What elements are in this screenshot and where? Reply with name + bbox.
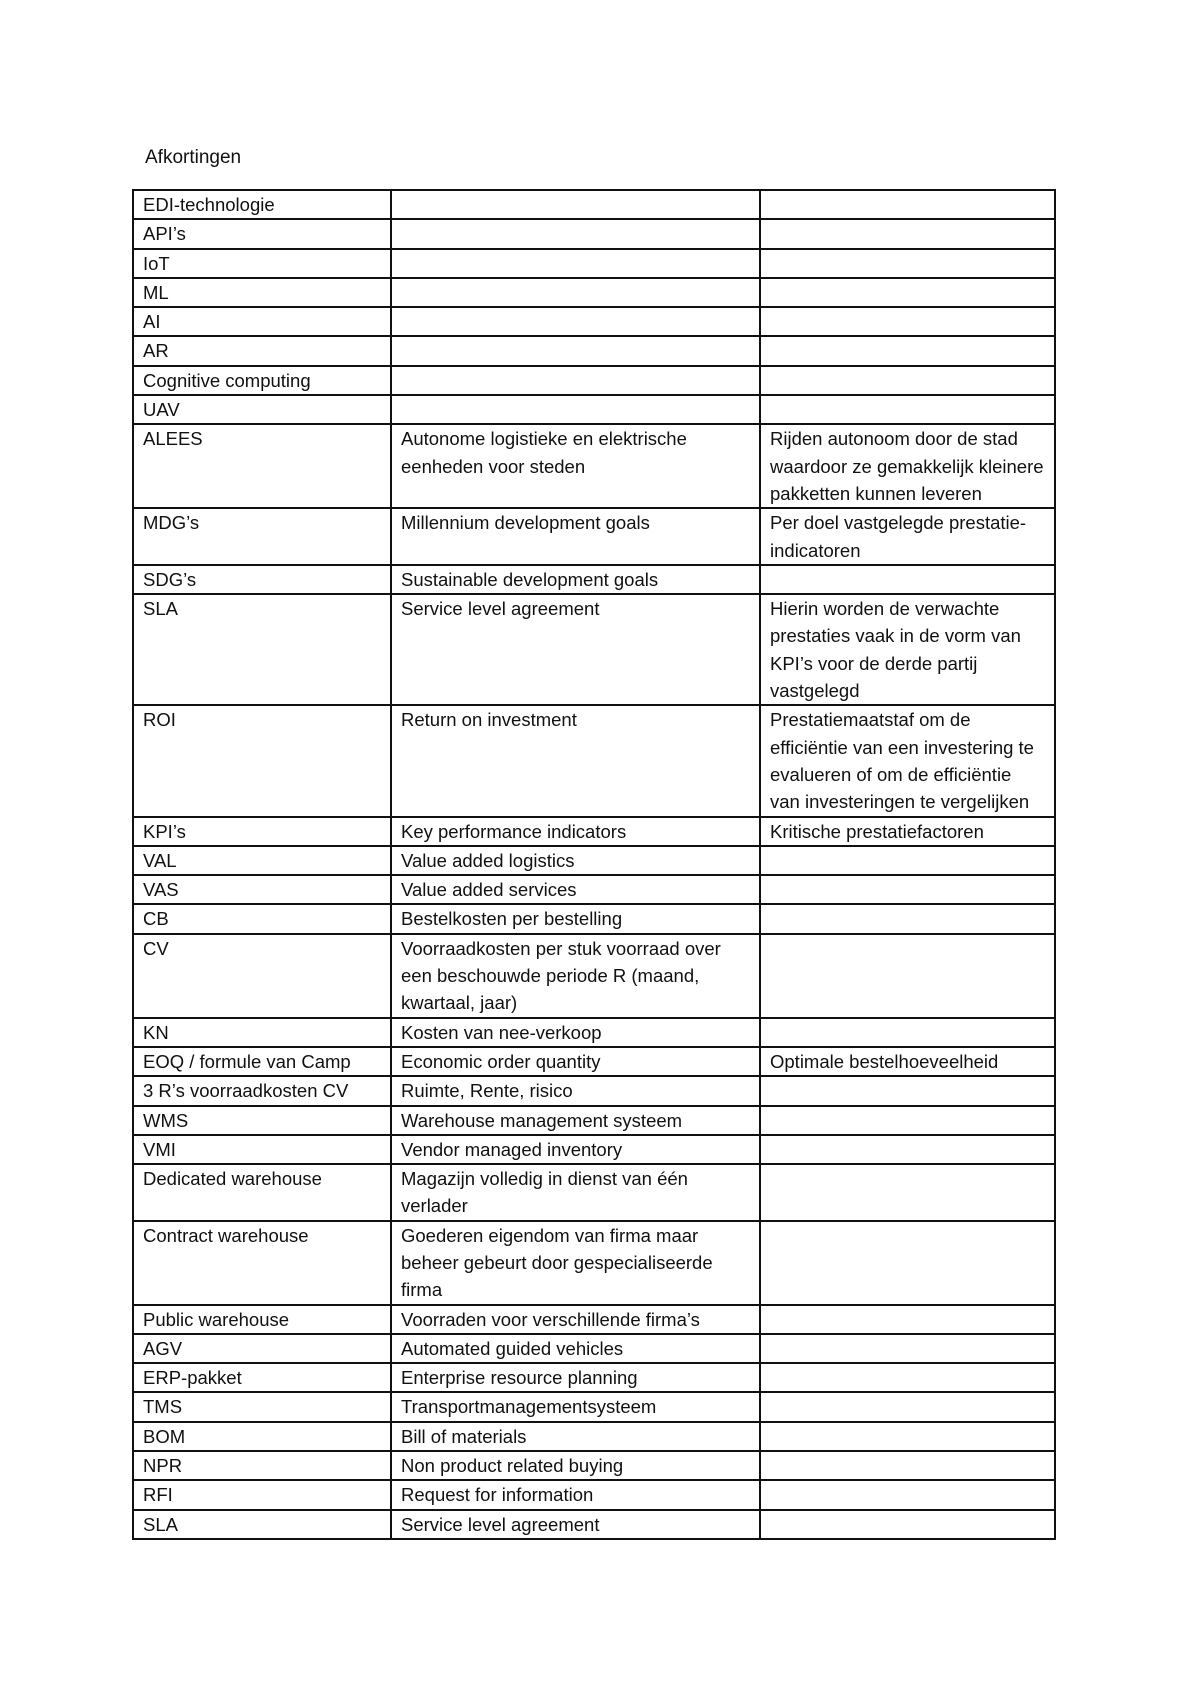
abbreviation-cell: TMS	[133, 1392, 391, 1421]
meaning-cell: Bestelkosten per bestelling	[391, 904, 760, 933]
meaning-cell	[391, 219, 760, 248]
meaning-cell: Service level agreement	[391, 594, 760, 705]
description-cell	[760, 1334, 1055, 1363]
description-cell	[760, 1480, 1055, 1509]
table-row	[133, 336, 1055, 365]
description-cell	[760, 1135, 1055, 1164]
page-title: Afkortingen	[145, 147, 242, 168]
description-cell	[760, 395, 1055, 424]
description-cell	[760, 219, 1055, 248]
description-cell: Kritische prestatiefactoren	[760, 817, 1055, 846]
table-row	[133, 594, 1055, 705]
meaning-cell: Magazijn volledig in dienst van één verlader	[391, 1164, 760, 1221]
meaning-cell: Key performance indicators	[391, 817, 760, 846]
meaning-cell: Enterprise resource planning	[391, 1363, 760, 1392]
table-row	[133, 817, 1055, 846]
meaning-cell: Bill of materials	[391, 1422, 760, 1451]
abbreviation-cell: 3 R’s voorraadkosten CV	[133, 1076, 391, 1105]
description-cell	[760, 875, 1055, 904]
description-cell	[760, 565, 1055, 594]
table-row	[133, 705, 1055, 816]
meaning-cell	[391, 190, 760, 219]
table-row	[133, 1047, 1055, 1076]
table-row	[133, 1392, 1055, 1421]
description-cell	[760, 1363, 1055, 1392]
description-cell	[760, 904, 1055, 933]
description-cell	[760, 1076, 1055, 1105]
abbreviation-cell: AI	[133, 307, 391, 336]
table-row	[133, 1106, 1055, 1135]
table-row	[133, 904, 1055, 933]
table-row	[133, 1221, 1055, 1305]
table-row	[133, 219, 1055, 248]
description-cell	[760, 278, 1055, 307]
table-row	[133, 1451, 1055, 1480]
table-row	[133, 249, 1055, 278]
abbreviation-cell: Public warehouse	[133, 1305, 391, 1334]
abbreviation-cell: VAS	[133, 875, 391, 904]
abbreviation-cell: KN	[133, 1018, 391, 1047]
description-cell	[760, 846, 1055, 875]
meaning-cell: Ruimte, Rente, risico	[391, 1076, 760, 1105]
description-cell	[760, 1106, 1055, 1135]
table-row	[133, 875, 1055, 904]
table-row	[133, 190, 1055, 219]
table-row	[133, 1018, 1055, 1047]
description-cell: Hierin worden de verwachte prestaties vaak in de vorm van KPI’s voor de derde partij vastgelegd	[760, 594, 1055, 705]
meaning-cell	[391, 395, 760, 424]
meaning-cell: Automated guided vehicles	[391, 1334, 760, 1363]
meaning-cell: Return on investment	[391, 705, 760, 816]
abbreviation-cell: Contract warehouse	[133, 1221, 391, 1305]
description-cell: Optimale bestelhoeveelheid	[760, 1047, 1055, 1076]
description-cell	[760, 1164, 1055, 1221]
abbreviation-cell: VAL	[133, 846, 391, 875]
abbreviation-cell: BOM	[133, 1422, 391, 1451]
table-row	[133, 1363, 1055, 1392]
abbreviation-cell: AR	[133, 336, 391, 365]
meaning-cell: Warehouse management systeem	[391, 1106, 760, 1135]
meaning-cell: Sustainable development goals	[391, 565, 760, 594]
meaning-cell: Kosten van nee-verkoop	[391, 1018, 760, 1047]
description-cell	[760, 1221, 1055, 1305]
table-row	[133, 1480, 1055, 1509]
table-row	[133, 1135, 1055, 1164]
meaning-cell: Value added services	[391, 875, 760, 904]
table-row	[133, 424, 1055, 508]
abbreviation-cell: ALEES	[133, 424, 391, 508]
description-cell: Per doel vastgelegde prestatie-indicatoren	[760, 508, 1055, 565]
abbreviation-cell: SLA	[133, 594, 391, 705]
table-row	[133, 395, 1055, 424]
abbreviation-cell: KPI’s	[133, 817, 391, 846]
description-cell	[760, 1018, 1055, 1047]
table-row	[133, 1305, 1055, 1334]
abbreviation-cell: Dedicated warehouse	[133, 1164, 391, 1221]
description-cell	[760, 307, 1055, 336]
abbreviation-cell: EOQ / formule van Camp	[133, 1047, 391, 1076]
table-row	[133, 1076, 1055, 1105]
description-cell: Prestatiemaatstaf om de efficiëntie van een investering te evalueren of om de efficiëntie van investeringen te vergelijken	[760, 705, 1055, 816]
meaning-cell: Voorraden voor verschillende firma’s	[391, 1305, 760, 1334]
meaning-cell	[391, 336, 760, 365]
abbreviation-cell: RFI	[133, 1480, 391, 1509]
meaning-cell: Non product related buying	[391, 1451, 760, 1480]
abbreviation-cell: UAV	[133, 395, 391, 424]
abbreviation-cell: Cognitive computing	[133, 366, 391, 395]
description-cell	[760, 1422, 1055, 1451]
abbreviation-cell: NPR	[133, 1451, 391, 1480]
table-row	[133, 307, 1055, 336]
abbreviation-cell: MDG’s	[133, 508, 391, 565]
table-row	[133, 366, 1055, 395]
table-row	[133, 1422, 1055, 1451]
description-cell	[760, 1305, 1055, 1334]
meaning-cell	[391, 249, 760, 278]
table-row	[133, 1334, 1055, 1363]
meaning-cell: Millennium development goals	[391, 508, 760, 565]
meaning-cell: Transportmanagementsysteem	[391, 1392, 760, 1421]
description-cell	[760, 366, 1055, 395]
description-cell	[760, 249, 1055, 278]
abbreviation-cell: AGV	[133, 1334, 391, 1363]
meaning-cell: Autonome logistieke en elektrische eenheden voor steden	[391, 424, 760, 508]
meaning-cell: Economic order quantity	[391, 1047, 760, 1076]
meaning-cell	[391, 307, 760, 336]
abbreviation-cell: VMI	[133, 1135, 391, 1164]
description-cell	[760, 1510, 1055, 1539]
table-row	[133, 565, 1055, 594]
table-row	[133, 846, 1055, 875]
abbreviation-cell: WMS	[133, 1106, 391, 1135]
description-cell	[760, 336, 1055, 365]
description-cell	[760, 190, 1055, 219]
abbreviation-cell: SLA	[133, 1510, 391, 1539]
abbreviation-cell: CV	[133, 934, 391, 1018]
abbreviation-cell: IoT	[133, 249, 391, 278]
table-row	[133, 934, 1055, 1018]
abbreviation-cell: CB	[133, 904, 391, 933]
meaning-cell: Value added logistics	[391, 846, 760, 875]
abbreviations-table	[132, 189, 1056, 1540]
meaning-cell: Voorraadkosten per stuk voorraad over een beschouwde periode R (maand, kwartaal, jaar)	[391, 934, 760, 1018]
table-row	[133, 508, 1055, 565]
table-row	[133, 1164, 1055, 1221]
abbreviation-cell: ML	[133, 278, 391, 307]
abbreviation-cell: EDI-technologie	[133, 190, 391, 219]
description-cell: Rijden autonoom door de stad waardoor ze gemakkelijk kleinere pakketten kunnen leveren	[760, 424, 1055, 508]
meaning-cell: Request for information	[391, 1480, 760, 1509]
meaning-cell: Service level agreement	[391, 1510, 760, 1539]
meaning-cell: Vendor managed inventory	[391, 1135, 760, 1164]
table-row	[133, 278, 1055, 307]
description-cell	[760, 934, 1055, 1018]
table-row	[133, 1510, 1055, 1539]
description-cell	[760, 1451, 1055, 1480]
meaning-cell	[391, 278, 760, 307]
meaning-cell: Goederen eigendom van firma maar beheer gebeurt door gespecialiseerde firma	[391, 1221, 760, 1305]
abbreviation-cell: API’s	[133, 219, 391, 248]
meaning-cell	[391, 366, 760, 395]
abbreviations-table-body	[133, 190, 1055, 1539]
abbreviation-cell: ROI	[133, 705, 391, 816]
description-cell	[760, 1392, 1055, 1421]
abbreviation-cell: ERP-pakket	[133, 1363, 391, 1392]
abbreviation-cell: SDG’s	[133, 565, 391, 594]
